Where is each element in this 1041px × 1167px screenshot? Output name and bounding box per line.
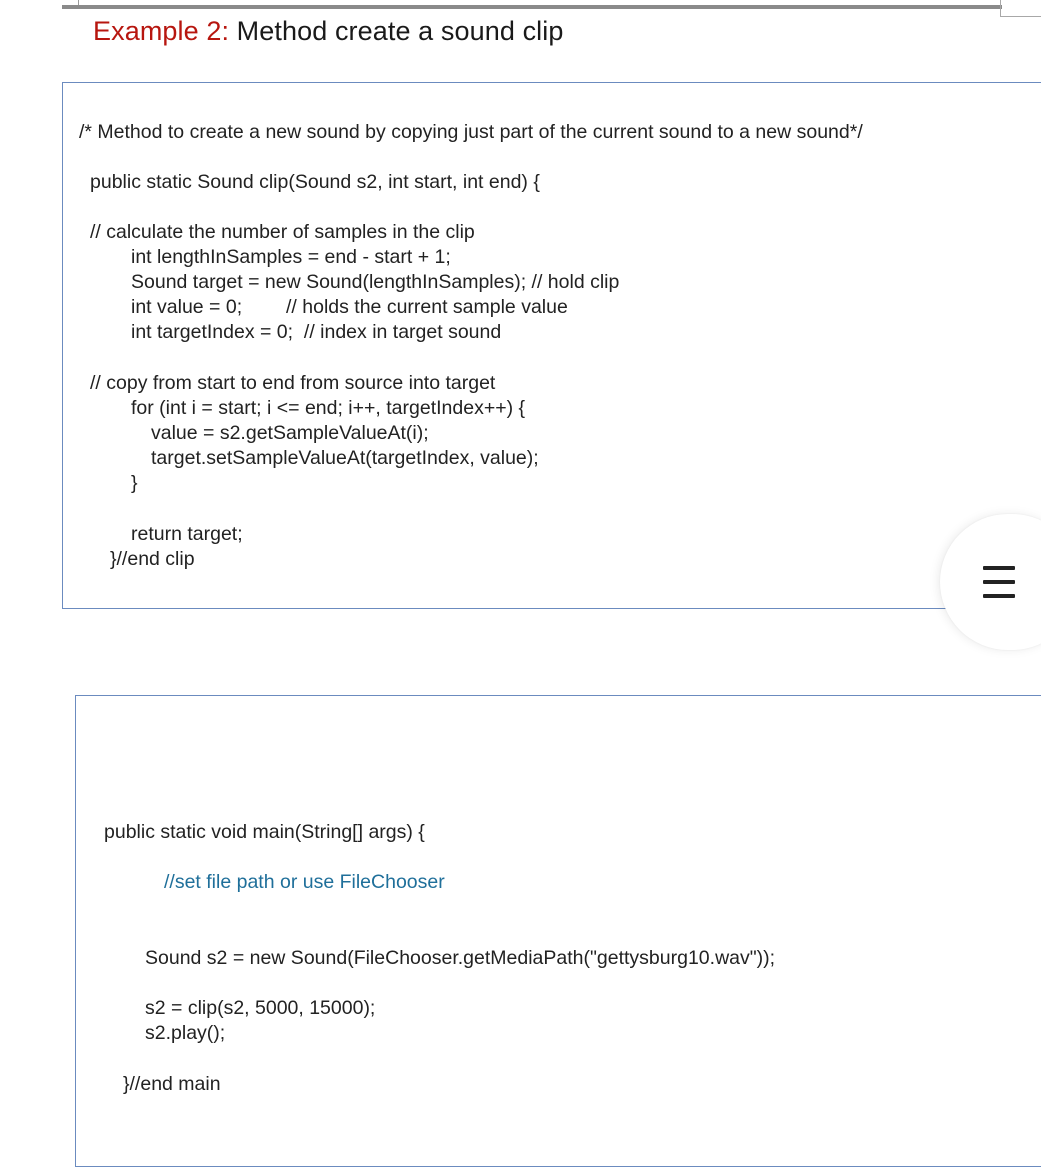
code-line: int value = 0; <box>131 296 243 318</box>
code-line: } <box>131 472 138 494</box>
example-title: Method create a sound clip <box>229 16 564 46</box>
code-line: // copy from start to end from source into target <box>90 372 496 394</box>
code-line: int targetIndex = 0; // index in target sound <box>131 321 502 343</box>
code-line: /* Method to create a new sound by copying just part of the current sound to a new sound*/ <box>79 121 863 143</box>
code-line: }//end clip <box>110 548 195 570</box>
code-line: public static Sound clip(Sound s2, int start, int end) { <box>90 171 540 193</box>
code-line: }//end main <box>123 1073 221 1095</box>
code-line: value = s2.getSampleValueAt(i); <box>151 422 429 444</box>
code-line: Sound s2 = new Sound(FileChooser.getMediaPath("gettysburg10.wav")); <box>145 947 776 969</box>
code-line: int lengthInSamples = end - start + 1; <box>131 246 451 268</box>
slide-title <box>93 16 563 47</box>
code-line: target.setSampleValueAt(targetIndex, value); <box>151 447 539 469</box>
code-line: return target; <box>131 523 243 545</box>
code-line: s2.play(); <box>145 1022 226 1044</box>
code-line: public static void main(String[] args) { <box>104 821 425 843</box>
code-line: Sound target = new Sound(lengthInSamples); // hold clip <box>131 271 620 293</box>
code-line: s2 = clip(s2, 5000, 15000); <box>145 997 376 1019</box>
code-line-comment: //set file path or use FileChooser <box>164 871 445 893</box>
code-line: // calculate the number of samples in the clip <box>90 221 475 243</box>
example-label: Example 2: <box>93 16 230 46</box>
page-top-rule <box>62 5 1002 9</box>
page-corner-mark <box>1000 0 1041 17</box>
code-line-comment: // holds the current sample value <box>286 296 568 318</box>
code-line: for (int i = start; i <= end; i++, targetIndex++) { <box>131 397 526 419</box>
